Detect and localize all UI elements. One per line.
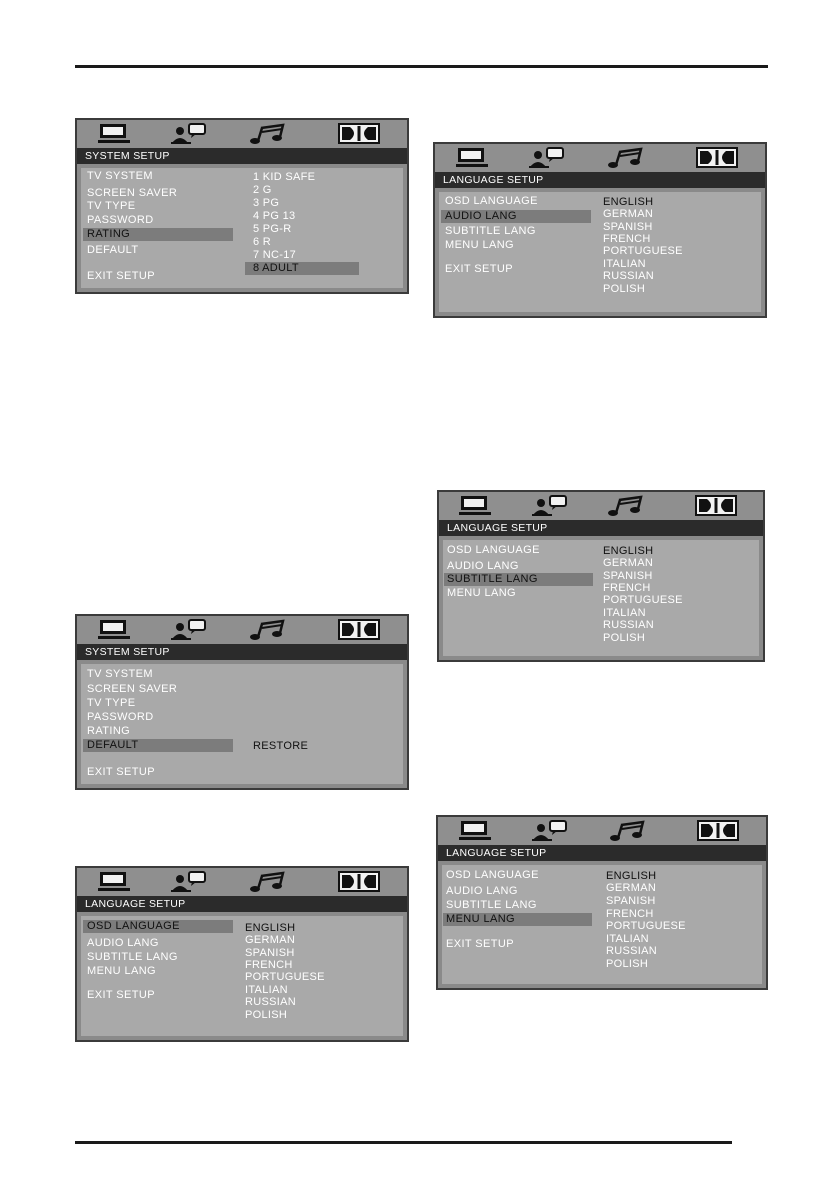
screen-title: SYSTEM SETUP (77, 644, 407, 660)
option-item[interactable]: SPANISH (603, 570, 653, 582)
icon-bar (77, 120, 407, 148)
top-rule (75, 65, 768, 68)
option-item[interactable]: PORTUGUESE (245, 971, 325, 983)
option-item-restore[interactable]: RESTORE (253, 740, 309, 752)
menu-item-selected[interactable]: RATING (83, 228, 233, 241)
monitor-icon[interactable] (97, 871, 131, 893)
option-item[interactable]: SPANISH (245, 947, 295, 959)
menu-item[interactable]: AUDIO LANG (87, 937, 159, 949)
menu-item[interactable]: EXIT SETUP (87, 989, 155, 1001)
option-item[interactable]: FRENCH (603, 233, 651, 245)
bottom-rule (75, 1141, 732, 1144)
menu-item[interactable]: SUBTITLE LANG (445, 225, 536, 237)
monitor-icon[interactable] (458, 495, 492, 517)
option-item[interactable]: POLISH (603, 283, 646, 295)
option-item[interactable]: 2 G (253, 184, 272, 196)
option-item[interactable]: 6 R (253, 236, 272, 248)
option-item[interactable]: POLISH (603, 632, 646, 644)
option-item[interactable]: 7 NC-17 (253, 249, 297, 261)
menu-item[interactable]: TV SYSTEM (87, 170, 153, 182)
screen-title: LANGUAGE SETUP (77, 896, 407, 912)
monitor-icon[interactable] (458, 820, 492, 842)
person-speech-icon[interactable] (527, 147, 567, 169)
menu-item[interactable]: SCREEN SAVER (87, 683, 178, 695)
person-speech-icon[interactable] (169, 619, 209, 641)
option-item[interactable]: SPANISH (603, 221, 653, 233)
menu-item[interactable]: SCREEN SAVER (87, 187, 178, 199)
option-item[interactable]: PORTUGUESE (603, 594, 683, 606)
dolby-icon[interactable] (338, 871, 380, 893)
option-item[interactable]: PORTUGUESE (603, 245, 683, 257)
option-item[interactable]: FRENCH (245, 959, 293, 971)
osd-screen-system-rating (75, 118, 409, 294)
menu-item[interactable]: OSD LANGUAGE (447, 544, 540, 556)
menu-item[interactable]: TV SYSTEM (87, 668, 153, 680)
person-speech-icon[interactable] (530, 495, 570, 517)
music-note-icon[interactable] (607, 495, 645, 517)
menu-item-selected[interactable]: AUDIO LANG (441, 210, 591, 223)
person-speech-icon[interactable] (169, 123, 209, 145)
menu-item[interactable]: AUDIO LANG (446, 885, 518, 897)
option-item[interactable]: PORTUGUESE (606, 920, 686, 932)
menu-item[interactable]: TV TYPE (87, 697, 136, 709)
menu-item[interactable]: EXIT SETUP (446, 938, 514, 950)
monitor-icon[interactable] (97, 123, 131, 145)
menu-item[interactable]: PASSWORD (87, 214, 154, 226)
music-note-icon[interactable] (249, 871, 287, 893)
screen-title: LANGUAGE SETUP (435, 172, 765, 188)
menu-item[interactable]: MENU LANG (87, 965, 156, 977)
option-item[interactable]: 3 PG (253, 197, 280, 209)
osd-screen-system-default (75, 614, 409, 790)
menu-item[interactable]: OSD LANGUAGE (446, 869, 539, 881)
music-note-icon[interactable] (249, 619, 287, 641)
option-item[interactable]: 5 PG-R (253, 223, 292, 235)
option-item[interactable]: 4 PG 13 (253, 210, 296, 222)
option-item[interactable]: GERMAN (245, 934, 296, 946)
osd-screen-language-osd (75, 866, 409, 1042)
person-speech-icon[interactable] (530, 820, 570, 842)
screen-title: SYSTEM SETUP (77, 148, 407, 164)
icon-bar (439, 492, 763, 520)
dolby-icon[interactable] (338, 619, 380, 641)
screen-title: LANGUAGE SETUP (439, 520, 763, 536)
option-item[interactable]: ITALIAN (606, 933, 649, 945)
option-item[interactable]: FRENCH (606, 908, 654, 920)
music-note-icon[interactable] (609, 820, 647, 842)
music-note-icon[interactable] (249, 123, 287, 145)
menu-item-selected[interactable]: MENU LANG (443, 913, 592, 926)
option-item[interactable]: GERMAN (603, 557, 654, 569)
option-item[interactable]: RUSSIAN (603, 270, 654, 282)
menu-item[interactable]: RATING (87, 725, 131, 737)
menu-item[interactable]: PASSWORD (87, 711, 154, 723)
dolby-icon[interactable] (696, 147, 738, 169)
music-note-icon[interactable] (607, 147, 645, 169)
option-item[interactable]: RUSSIAN (606, 945, 657, 957)
option-item[interactable]: POLISH (245, 1009, 288, 1021)
menu-item[interactable]: OSD LANGUAGE (445, 195, 538, 207)
dolby-icon[interactable] (695, 495, 737, 517)
option-item-selected[interactable]: ENGLISH (245, 922, 296, 934)
option-item[interactable]: ITALIAN (603, 607, 646, 619)
option-item-selected[interactable]: ENGLISH (606, 870, 657, 882)
option-item[interactable]: 1 KID SAFE (253, 171, 316, 183)
option-item[interactable]: ITALIAN (245, 984, 288, 996)
person-speech-icon[interactable] (169, 871, 209, 893)
option-item[interactable]: RUSSIAN (245, 996, 296, 1008)
option-item[interactable]: POLISH (606, 958, 649, 970)
monitor-icon[interactable] (455, 147, 489, 169)
option-item-selected[interactable]: ENGLISH (603, 545, 654, 557)
dolby-icon[interactable] (697, 820, 739, 842)
option-item[interactable]: RUSSIAN (603, 619, 654, 631)
menu-item[interactable]: MENU LANG (447, 587, 516, 599)
menu-item[interactable]: TV TYPE (87, 200, 136, 212)
menu-item[interactable]: EXIT SETUP (445, 263, 513, 275)
menu-item[interactable]: EXIT SETUP (87, 270, 155, 282)
option-item[interactable]: GERMAN (603, 208, 654, 220)
icon-bar (438, 817, 766, 845)
option-item-selected[interactable]: 8 ADULT (245, 262, 359, 275)
dolby-icon[interactable] (338, 123, 380, 145)
icon-bar (77, 616, 407, 644)
menu-item[interactable]: SUBTITLE LANG (446, 899, 537, 911)
monitor-icon[interactable] (97, 619, 131, 641)
menu-item-selected[interactable]: OSD LANGUAGE (83, 920, 233, 933)
menu-item[interactable]: SUBTITLE LANG (87, 951, 178, 963)
option-item[interactable]: ITALIAN (603, 258, 646, 270)
menu-item[interactable]: DEFAULT (87, 244, 139, 256)
menu-item[interactable]: EXIT SETUP (87, 766, 155, 778)
screen-title: LANGUAGE SETUP (438, 845, 766, 861)
menu-item[interactable]: AUDIO LANG (447, 560, 519, 572)
icon-bar (435, 144, 765, 172)
menu-item-selected[interactable]: SUBTITLE LANG (444, 573, 593, 586)
option-item[interactable]: SPANISH (606, 895, 656, 907)
option-item[interactable]: FRENCH (603, 582, 651, 594)
osd-screen-language-menu (436, 815, 768, 990)
option-item-selected[interactable]: ENGLISH (603, 196, 654, 208)
menu-item-selected[interactable]: DEFAULT (83, 739, 233, 752)
option-item[interactable]: GERMAN (606, 882, 657, 894)
icon-bar (77, 868, 407, 896)
osd-screen-language-subtitle (437, 490, 765, 662)
osd-screen-language-audio (433, 142, 767, 318)
menu-item[interactable]: MENU LANG (445, 239, 514, 251)
